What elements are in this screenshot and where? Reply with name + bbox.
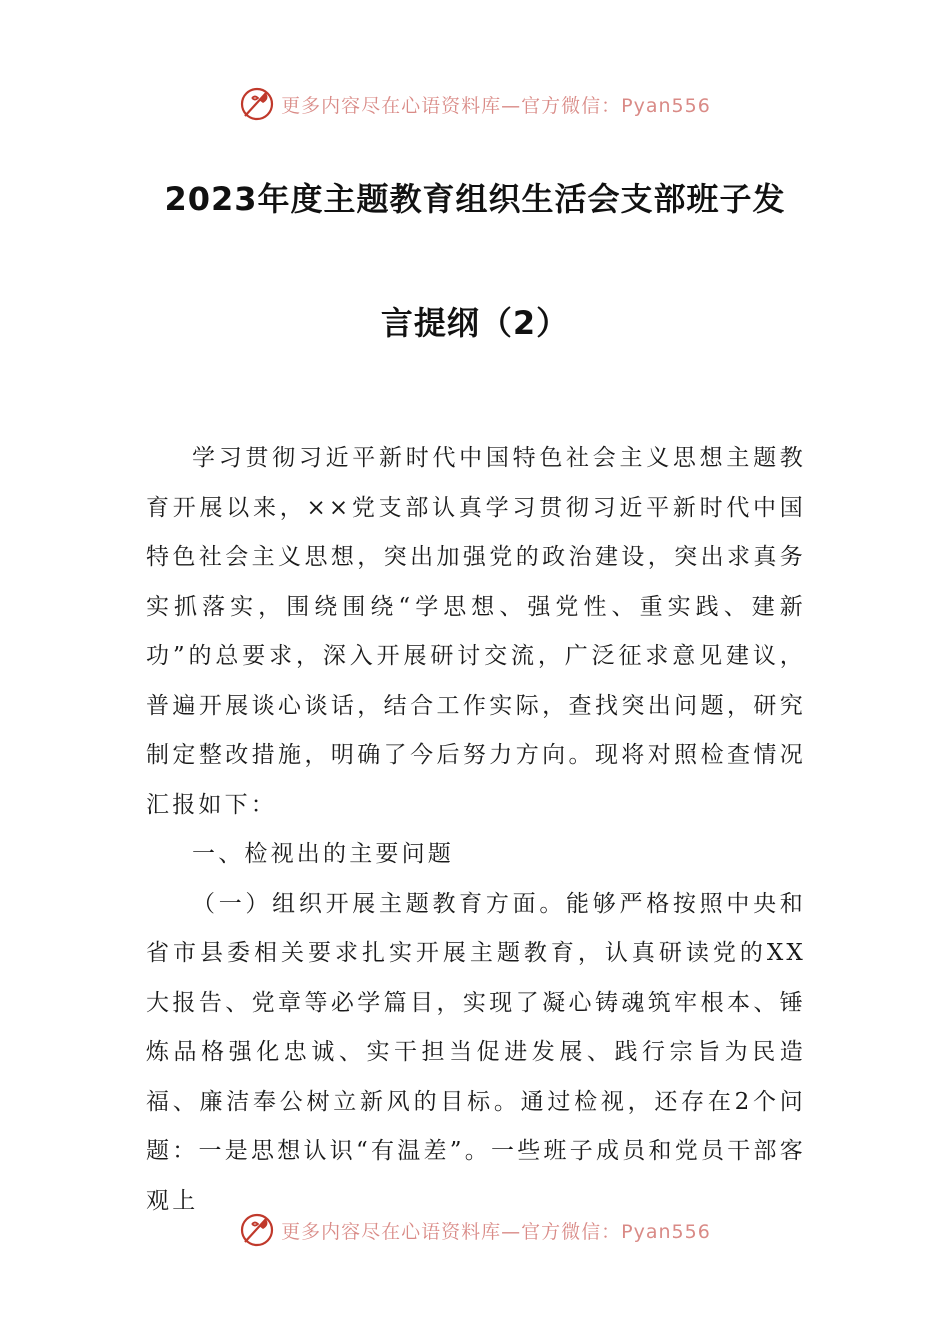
watermark-text: 更多内容尽在心语资料库—官方微信：Pyan556: [281, 94, 711, 117]
watermark-text: 更多内容尽在心语资料库—官方微信：Pyan556: [281, 1220, 711, 1243]
quill-logo-icon: [239, 86, 275, 122]
quill-logo-icon: [239, 1212, 275, 1248]
document-title-line-2: 言提纲（2）: [380, 304, 570, 342]
document-body: [146, 434, 806, 1226]
document-title-line-1: 2023年度主题教育组织生活会支部班子发: [164, 180, 786, 218]
watermark-footer: [0, 1210, 950, 1250]
section-heading-1: 一、检视出的主要问题: [192, 841, 454, 867]
watermark-header: [0, 84, 950, 124]
paragraph-section-1-1: （一）组织开展主题教育方面。能够严格按照中央和省市县委相关要求扎实开展主题教育，认真研读党的XX大报告、党章等必学篇目，实现了凝心铸魂筑牢根本、锤炼品格强化忠诚、实干担当促进发展、践行宗旨为民造福、廉洁奉公树立新风的目标。通过检视，还存在2个问题：一是思想认识“有温差”。一些班子成员和党员干部客观上: [146, 890, 806, 1214]
paragraph-intro: 学习贯彻习近平新时代中国特色社会主义思想主题教育开展以来，××党支部认真学习贯彻习近平新时代中国特色社会主义思想，突出加强党的政治建设，突出求真务实抓落实，围绕围绕“学思想、强党性、重实践、建新功”的总要求，深入开展研讨交流，广泛征求意见建议，普遍开展谈心谈话，结合工作实际，查找突出问题，研究制定整改措施，明确了今后努力方向。现将对照检查情况汇报如下：: [146, 445, 806, 818]
